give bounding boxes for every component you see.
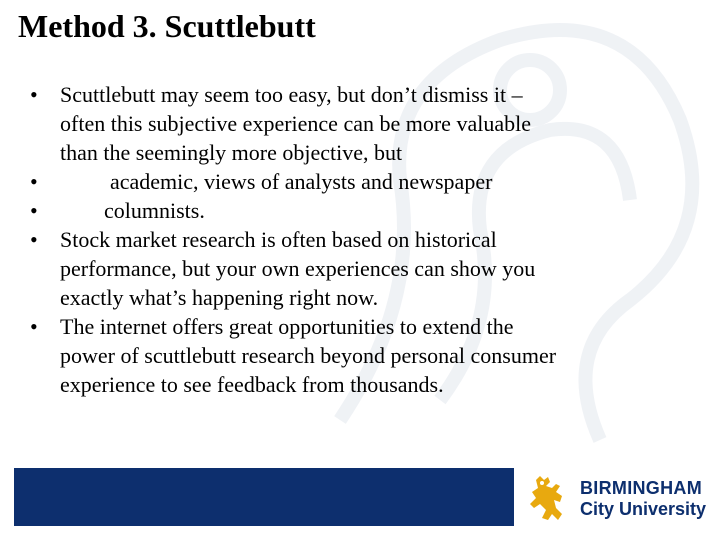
bullet-marker: • <box>30 82 38 107</box>
slide-title: Method 3. Scuttlebutt <box>18 8 316 44</box>
bullet-line: Scuttlebutt may seem too easy, but don’t dismiss it – <box>60 82 523 107</box>
bullet-line: often this subjective experience can be more valuable <box>60 111 531 136</box>
bullet-item <box>30 225 690 312</box>
logo-line-birmingham: BIRMINGHAM <box>580 478 702 498</box>
bullet-line-text: academic, views of analysts and newspaper <box>110 169 493 194</box>
bullet-marker: • <box>30 169 38 194</box>
bullet-item <box>30 80 690 167</box>
bullet-line: experience to see feedback from thousands. <box>60 372 444 397</box>
bullet-item <box>30 312 690 399</box>
lion-crest-icon <box>526 474 572 524</box>
bullet-item <box>30 167 690 196</box>
bullet-line: Stock market research is often based on historical <box>60 227 497 252</box>
bullet-line: The internet offers great opportunities to extend the <box>60 314 514 339</box>
bullet-line <box>60 167 690 196</box>
bullet-line-text: columnists. <box>104 198 205 223</box>
footer-bar <box>14 468 514 526</box>
bullet-line <box>60 196 690 225</box>
bullet-marker: • <box>30 227 38 252</box>
bullet-list <box>30 80 690 399</box>
bullet-marker: • <box>30 314 38 339</box>
bullet-line: power of scuttlebutt research beyond personal consumer <box>60 343 557 368</box>
bullet-marker: • <box>30 198 38 223</box>
logo-line-city-university: City University <box>580 499 707 519</box>
bullet-line: performance, but your own experiences can show you <box>60 256 536 281</box>
bullet-line: exactly what’s happening right now. <box>60 285 379 310</box>
university-logo <box>526 474 706 526</box>
bullet-item <box>30 196 690 225</box>
bullet-line: than the seemingly more objective, but <box>60 140 403 165</box>
logo-wordmark <box>580 478 706 520</box>
